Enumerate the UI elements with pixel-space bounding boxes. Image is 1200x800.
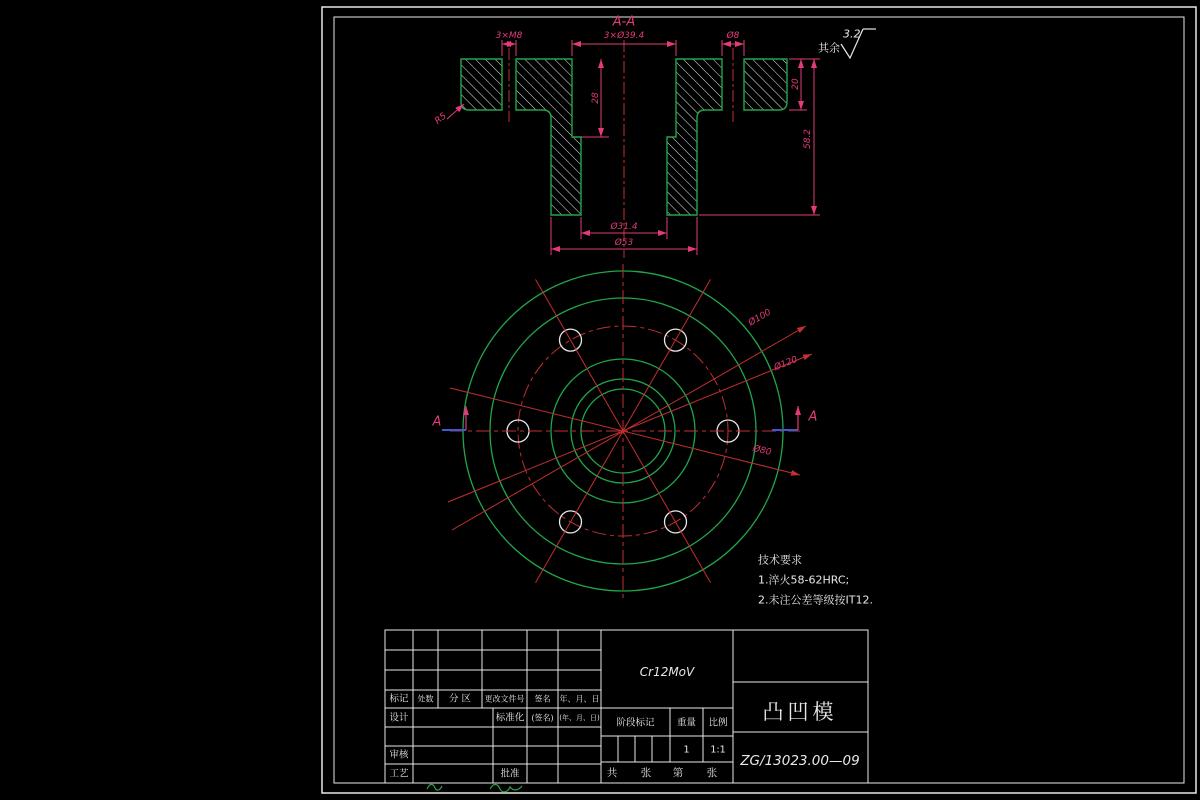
tech-req-title: 技术要求 [758,553,802,567]
surface-finish-note [818,28,876,59]
dim-bolt-circle-80: Ø80 [751,443,773,459]
technical-requirements [758,553,873,607]
tb-audit: 审核 [389,749,409,761]
tb-process: 工艺 [389,768,409,780]
dim-outer-120: Ø120 [772,354,800,374]
tb-sign-hint: (签名) [531,713,554,723]
plan-dimension-texts [746,307,800,459]
title-block [385,630,868,792]
tb-col-count: 处数 [417,694,434,704]
tb-scale-value: 1:1 [710,744,726,756]
tb-approve: 批准 [500,768,520,780]
tb-col-date: 年、月、日 [559,694,600,704]
tb-date-hint: (年、月、日) [559,714,600,722]
section-view-title: A-A [612,14,636,30]
dim-tap-holes: 3×M8 [495,31,523,41]
drawing-frame [322,7,1196,793]
tb-weight-label: 重量 [676,717,697,729]
dim-total-height: 58.2 [803,128,813,150]
tb-standardize: 标准化 [495,712,525,724]
dim-bolt-circle-100: Ø100 [746,307,774,329]
roughness-value: 3.2 [843,27,861,41]
plan-view [432,264,818,600]
tb-sheet-unit1: 张 [640,767,652,779]
tb-sheet-unit2: 张 [706,767,718,779]
section-view [433,15,820,259]
dim-bore: Ø31.4 [610,222,638,232]
tb-col-mark: 标记 [389,693,409,705]
dim-top-recess: 3×Ø39.4 [603,31,645,41]
section-arrow-label-right: A [808,409,818,425]
tb-sheet-total-label: 共 [606,767,618,779]
surface-finish-prefix: 其余 [818,41,840,55]
section-arrow-label-left: A [432,414,442,430]
tb-col-docno: 更改文件号 [484,694,525,704]
dim-recess-depth: 28 [591,92,601,104]
tb-scale-label: 比例 [708,717,728,729]
dim-pin-hole: Ø8 [726,31,740,41]
signature-scribbles [427,784,522,792]
tb-weight-value: 1 [683,744,690,756]
tb-col-sign: 签名 [534,694,551,704]
tb-drawing-no: ZG/13023.00—09 [740,753,860,769]
tb-sheet-no-label: 第 [672,767,684,779]
tb-col-zone: 分 区 [448,693,472,705]
tech-req-line2: 2.未注公差等级按IT12. [758,593,873,607]
tb-design: 设计 [389,712,409,724]
tech-req-line1: 1.淬火58-62HRC; [758,573,850,587]
tb-part-name: 凸凹模 [762,700,838,724]
dim-boss: Ø53 [614,238,634,248]
dim-fillet: R5 [433,111,449,127]
dim-flange-height: 20 [791,78,801,90]
tb-stage-label: 阶段标记 [616,717,655,729]
tb-material: Cr12MoV [639,665,695,679]
